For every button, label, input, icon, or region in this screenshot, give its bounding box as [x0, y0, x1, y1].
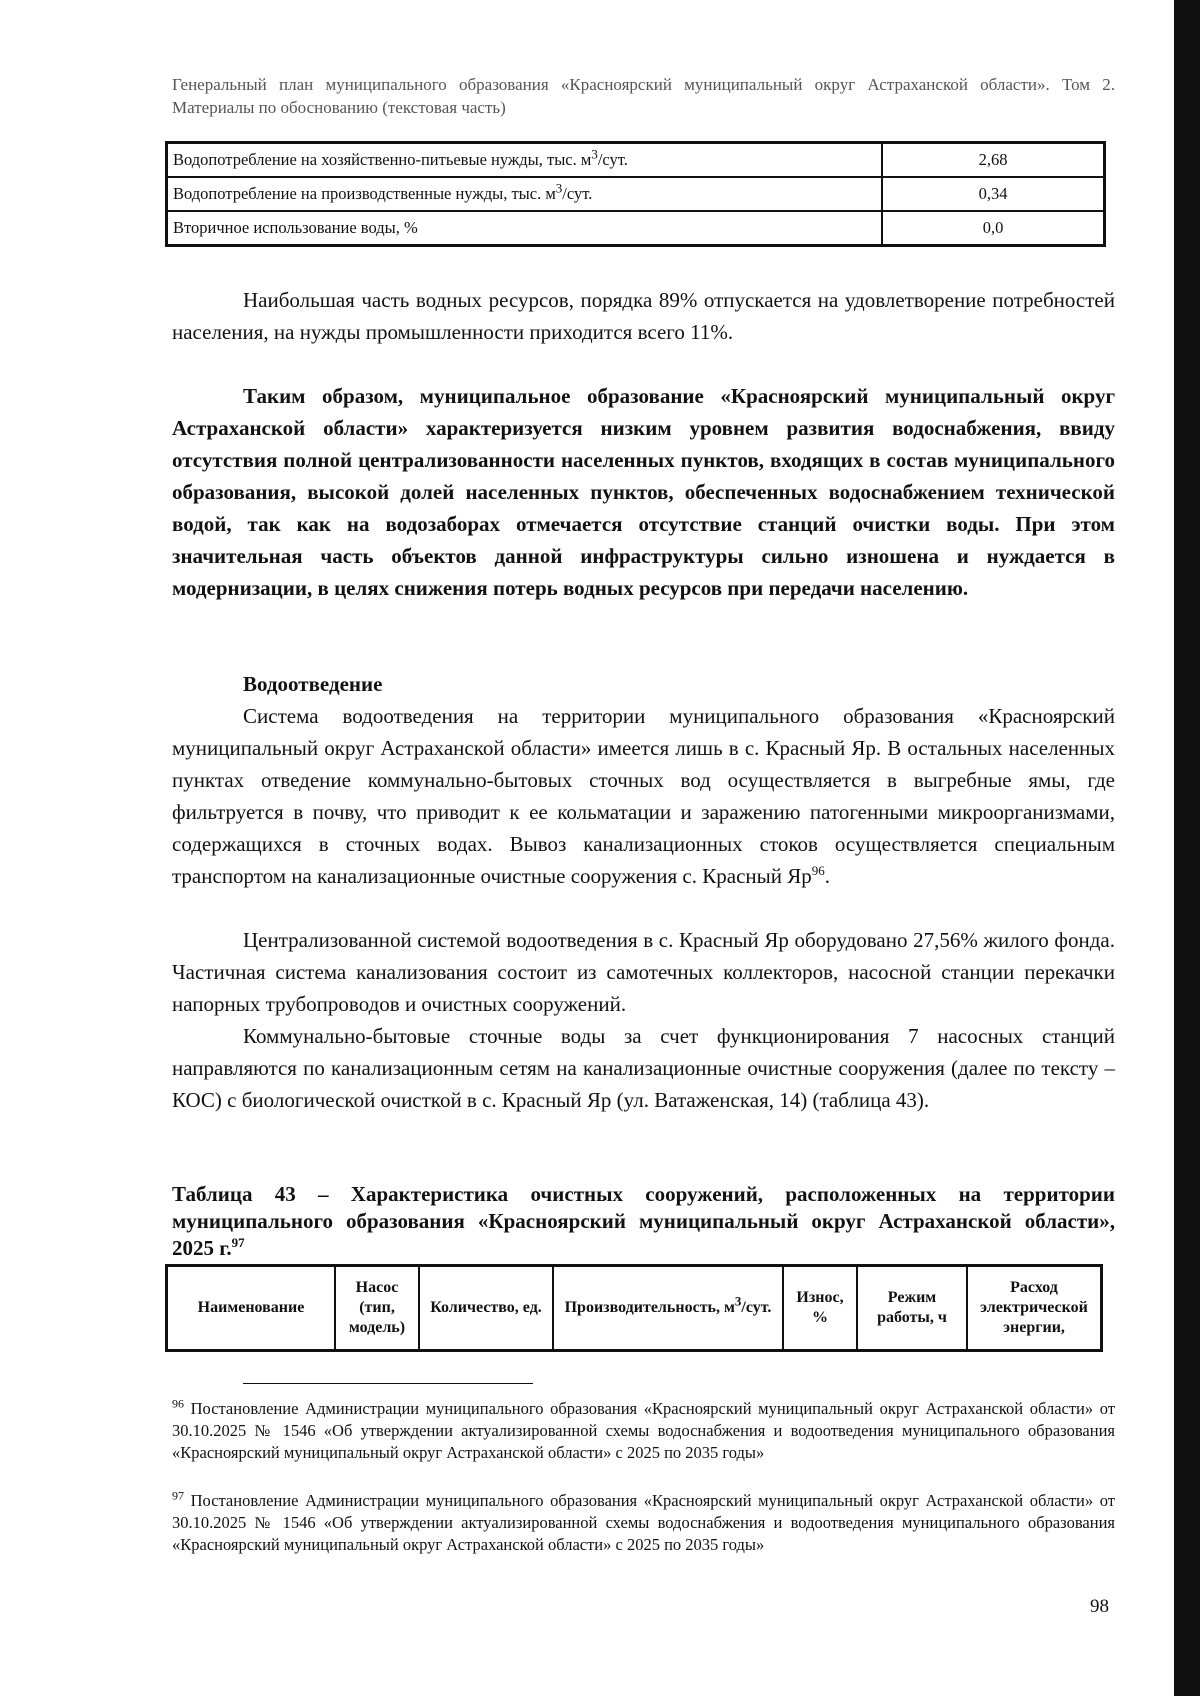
- column-header-pump: Насос (тип, модель): [335, 1266, 419, 1351]
- page-number: 98: [1090, 1596, 1109, 1617]
- table-row: [167, 143, 1105, 178]
- table-row: [167, 211, 1105, 246]
- water-consumption-table: [165, 141, 1106, 247]
- table-cell-value: 0,0: [882, 211, 1105, 246]
- paragraph-conclusion: Таким образом, муниципальное образование «Красноярский муниципальный округ Астраханской области» характеризуется низким уровнем развития водоснабжения, ввиду отсутствия полной централизованности населенных пунктов, входящих в состав муниципального образования, высокой долей населенных пунктов, обеспеченных водоснабжением технической водой, так как на водозаборах отмечается отсутствие станций очистки воды. При этом значительная часть объектов данной инфраструктуры сильно изношена и нуждается в модернизации, в целях снижения потерь водных ресурсов при передачи населению.: [172, 384, 1115, 600]
- footnote-separator: [243, 1383, 533, 1384]
- column-header-performance: Производительность, $м^3$/сут.: [553, 1266, 783, 1351]
- footnote-97: $^{97}$ Постановление Администрации муниципального образования «Красноярский муниципальный округ Астраханской области» от 30.10.2025 № 1546 «Об утверждении актуализированной схемы водоснабжения и водоотведения муниципального образования «Красноярский муниципальный округ Астраханской области» с 2025 по 2035 годы»: [172, 1488, 1115, 1554]
- table-cell-label: Водопотребление на хозяйственно-питьевые нужды, тыс. $м^3$/сут.: [167, 143, 883, 178]
- running-header: Генеральный план муниципального образования «Красноярский муниципальный округ Астраханской области». Том 2. Материалы по обоснованию (текстовая часть): [172, 75, 1115, 117]
- footnote-96: $^{96}$ Постановление Администрации муниципального образования «Красноярский муниципальный округ Астраханской области» от 30.10.2025 № 1546 «Об утверждении актуализированной схемы водоснабжения и водоотведения муниципального образования «Красноярский муниципальный округ Астраханской области» с 2025 по 2035 годы»: [172, 1396, 1115, 1462]
- table-cell-value: 0,34: [882, 177, 1105, 211]
- table-cell-label: Водопотребление на производственные нужды, тыс. $м^3$/сут.: [167, 177, 883, 211]
- table-row: [167, 177, 1105, 211]
- column-header-power: Расход электрической энергии,: [967, 1266, 1102, 1351]
- column-header-mode: Режим работы, ч: [857, 1266, 967, 1351]
- footnote-ref-96[interactable]: 96: [811, 863, 825, 878]
- table-43-caption: Таблица 43 – Характеристика очистных сооружений, расположенных на территории муниципального образования «Красноярский муниципальный округ Астраханской области», 2025 г.$^{97}$: [172, 1182, 1115, 1260]
- paragraph-wastewater-system: Система водоотведения на территории муниципального образования «Красноярский муниципальный округ Астраханской области» имеется лишь в с. Красный Яр. В остальных населенных пунктах отведение коммунально-бытовых сточных вод осуществляется в выгребные ямы, где фильтруется в почву, что приводит к ее кольматации и заражению патогенными микроорганизмами, содержащихся в сточных водах. Вывоз канализационных стоков осуществляется специальным транспортом на канализационные очистные сооружения с. Красный $Яр^{96}$.: [172, 704, 1115, 888]
- table-cell-label: Вторичное использование воды, %: [167, 211, 883, 246]
- column-header-name: Наименование: [167, 1266, 336, 1351]
- paragraph-centralized-system: Централизованной системой водоотведения в с. Красный Яр оборудовано 27,56% жилого фонда. Частичная система канализования состоит из самотечных коллекторов, насосной станции перекачки напорных трубопроводов и очистных сооружений.: [172, 928, 1115, 1016]
- table-header-row: [167, 1266, 1102, 1351]
- column-header-quantity: Количество, ед.: [419, 1266, 553, 1351]
- page-edge-border: [1174, 0, 1200, 1696]
- column-header-wear: Износ, %: [783, 1266, 857, 1351]
- treatment-facilities-table: [165, 1264, 1103, 1352]
- paragraph-water-share: Наибольшая часть водных ресурсов, порядка 89% отпускается на удовлетворение потребностей населения, на нужды промышленности приходится всего 11%.: [172, 288, 1115, 344]
- table-cell-value: 2,68: [882, 143, 1105, 178]
- paragraph-pump-stations: Коммунально-бытовые сточные воды за счет функционирования 7 насосных станций направляются по канализационным сетям на канализационные очистные сооружения (далее по тексту – КОС) с биологической очисткой в с. Красный Яр (ул. Ватаженская, 14) (таблица 43).: [172, 1024, 1115, 1112]
- section-heading-wastewater: Водоотведение: [243, 672, 383, 696]
- footnote-ref-97[interactable]: 97: [231, 1235, 245, 1250]
